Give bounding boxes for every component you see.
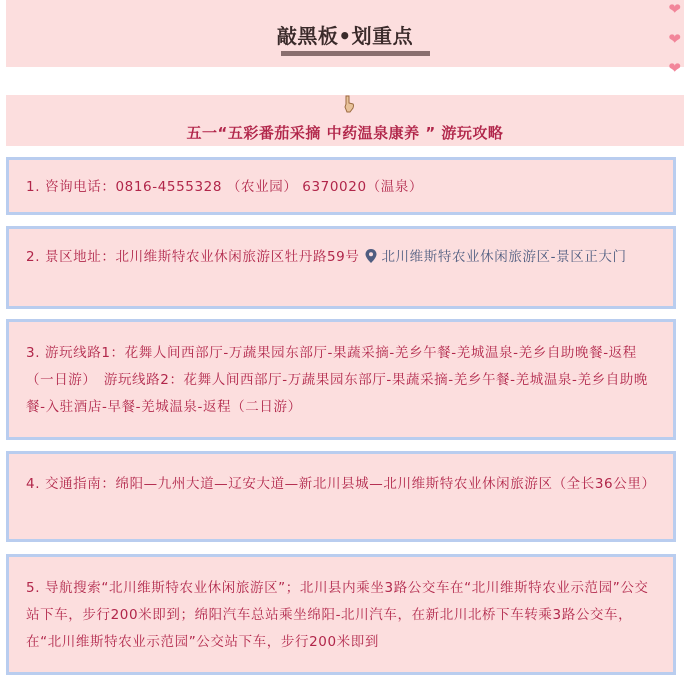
info-card-routes bbox=[6, 319, 676, 440]
header-panel bbox=[6, 0, 684, 67]
location-pin-icon[interactable] bbox=[365, 249, 377, 263]
location-link[interactable]: 北川维斯特农业休闲旅游区-景区正大门 bbox=[381, 249, 627, 265]
title-underline bbox=[281, 51, 430, 56]
info-card-traffic bbox=[6, 451, 676, 542]
info-text: 3. 游玩线路1：花舞人间西部厅-万蔬果园东部厅-果蔬采摘-羌乡午餐-羌城温泉-羌乡自助晚餐-返程（一日游） 游玩线路2：花舞人间西部厅-万蔬果园东部厅-果蔬采摘-羌乡午餐-羌城温泉-羌乡自助晚餐-入驻酒店-早餐-羌城温泉-返程（二日游） bbox=[26, 345, 648, 415]
info-text: 2. 景区地址：北川维斯特农业休闲旅游区牡丹路59号 bbox=[26, 249, 360, 265]
heart-icon: ❤ bbox=[668, 0, 681, 18]
guide-banner bbox=[6, 95, 684, 146]
info-text: 4. 交通指南：绵阳—九州大道—辽安大道—新北川县城—北川维斯特农业休闲旅游区（全长36公里） bbox=[26, 476, 656, 492]
info-card-navigation bbox=[6, 554, 676, 675]
heart-icon: ❤ bbox=[668, 30, 681, 48]
heart-icon: ❤ bbox=[668, 59, 681, 77]
page-title: 敲黑板•划重点 bbox=[276, 24, 414, 48]
hand-pointing-down-icon bbox=[343, 95, 355, 113]
info-card-address bbox=[6, 226, 676, 309]
info-card-phone bbox=[6, 157, 676, 215]
info-text: 5. 导航搜索“北川维斯特农业休闲旅游区”；北川县内乘坐3路公交车在“北川维斯特农业示范园”公交站下车，步行200米即到；绵阳汽车总站乘坐绵阳-北川汽车，在新北川北桥下车转乘3路公交车，在“北川维斯特农业示范园”公交站下车，步行200米即到 bbox=[26, 580, 649, 650]
info-text-wrap bbox=[26, 244, 659, 271]
guide-title: 五一“五彩番茄采摘 中药温泉康养 ” 游玩攻略 bbox=[186, 124, 504, 142]
info-text: 1. 咨询电话：0816-4555328 （农业园） 6370020（温泉） bbox=[26, 179, 424, 195]
